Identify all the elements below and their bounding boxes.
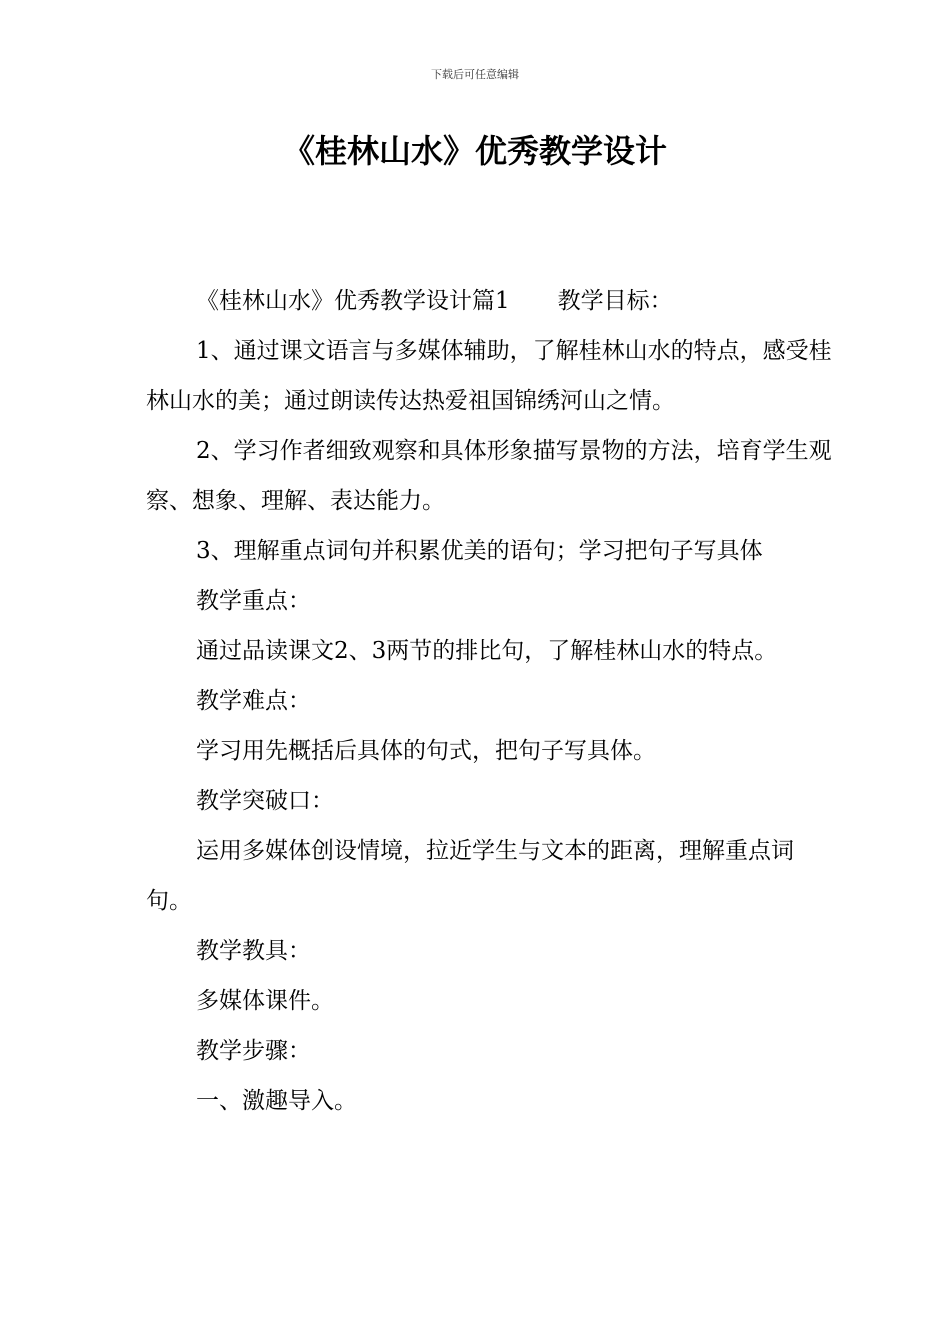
key-points-heading: 教学重点：	[196, 588, 311, 614]
objective-2: 2、学习作者细致观察和具体形象描写景物的方法，培育学生观察、想象、理解、表达能力。	[146, 438, 832, 514]
header-note: 下载后可任意编辑	[431, 68, 519, 81]
objective-3: 3、理解重点词句并积累优美的语句；学习把句子写具体	[196, 538, 763, 564]
teaching-aids-text: 多媒体课件。	[196, 988, 334, 1014]
document-title: 《桂林山水》优秀教学设计	[282, 132, 667, 170]
teaching-aids-heading: 教学教具：	[196, 938, 311, 964]
objectives-heading: 教学目标：	[557, 288, 673, 314]
section-heading-line	[146, 276, 836, 326]
difficulties-heading: 教学难点：	[196, 688, 311, 714]
difficulties-text: 学习用先概括后具体的句式，把句子写具体。	[196, 738, 656, 764]
key-points-text: 通过品读课文2、3两节的排比句，了解桂林山水的特点。	[196, 638, 778, 664]
section-title: 《桂林山水》优秀教学设计篇1	[196, 288, 510, 314]
step-1: 一、激趣导入。	[196, 1088, 357, 1114]
breakthrough-text: 运用多媒体创设情境，拉近学生与文本的距离，理解重点词句。	[146, 838, 794, 914]
breakthrough-heading: 教学突破口：	[196, 788, 334, 814]
teaching-steps-heading: 教学步骤：	[196, 1038, 311, 1064]
objective-1: 1、通过课文语言与多媒体辅助，了解桂林山水的特点，感受桂林山水的美；通过朗读传达热爱祖国锦绣河山之情。	[146, 338, 832, 414]
document-body	[146, 276, 836, 1126]
